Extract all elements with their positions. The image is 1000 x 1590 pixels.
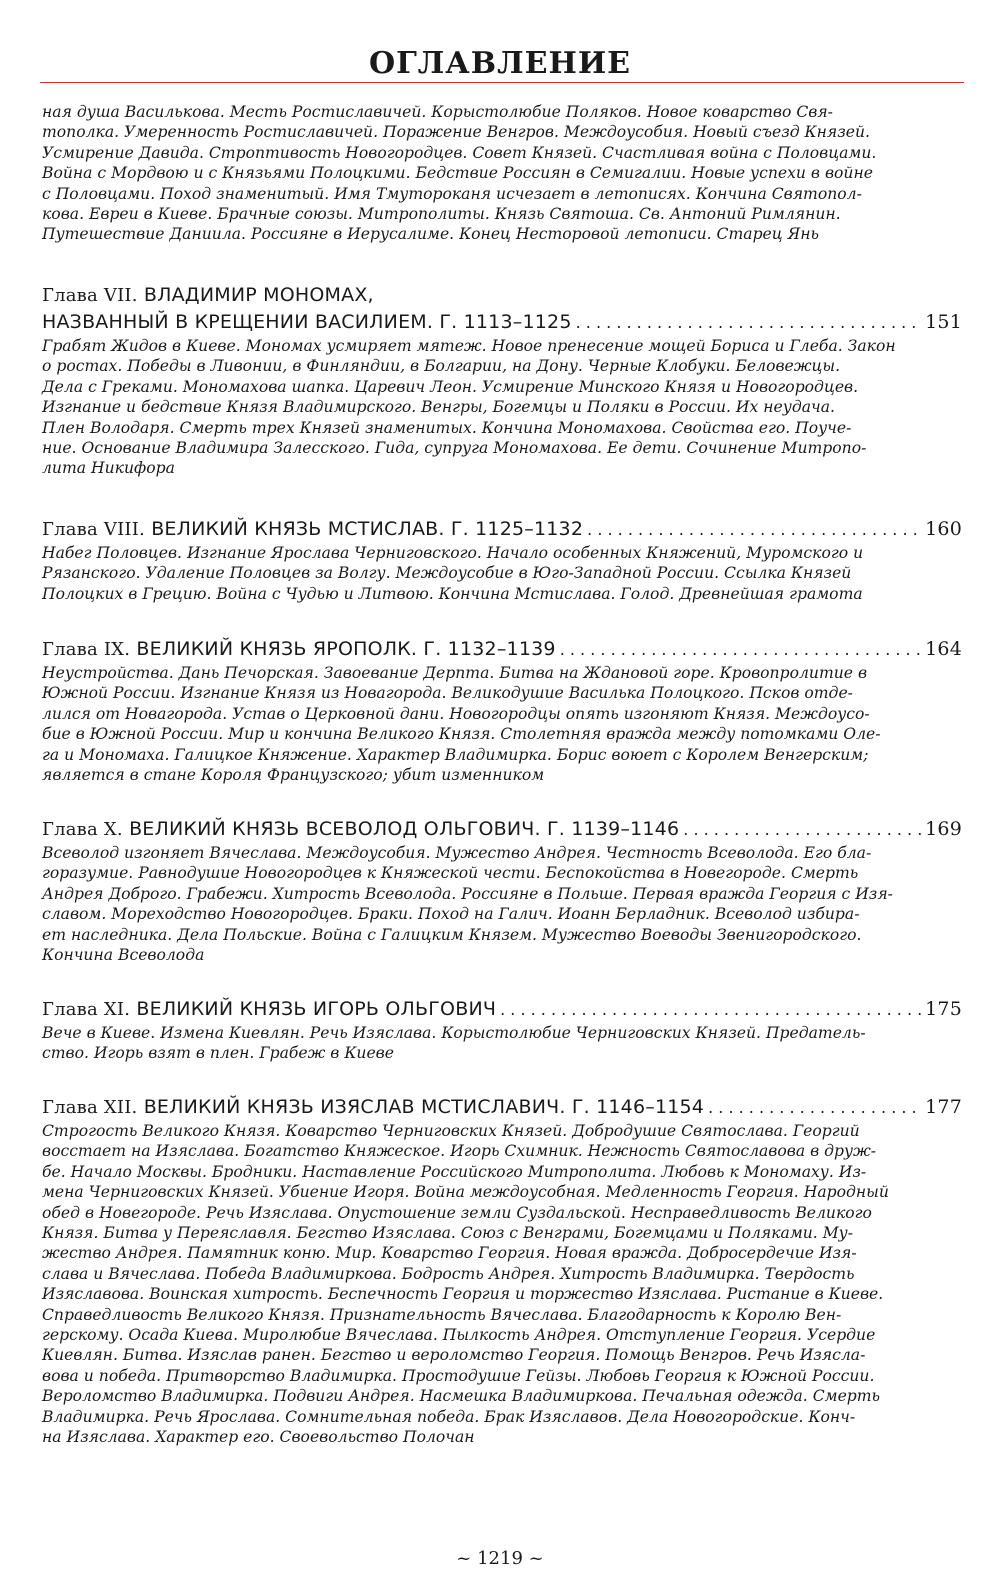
toc-entry-chapter-12[interactable] xyxy=(42,1094,962,1448)
chapter-summary: Вече в Киеве. Измена Киевлян. Речь Изяслава. Корыстолюбие Черниговских Князей. Предатель- ство. Игорь взят в плен. Грабеж в Киеве xyxy=(42,1024,866,1063)
chapter-title: ВЕЛИКИЙ КНЯЗЬ МСТИСЛАВ. Г. 1125–1132 xyxy=(151,518,584,540)
toc-entry-chapter-7[interactable] xyxy=(42,282,962,479)
chapter-page-number: 175 xyxy=(925,998,962,1020)
chapter-number: Глава XII. xyxy=(42,1097,138,1118)
leader-dots xyxy=(683,816,921,843)
chapter-number: Глава X. xyxy=(42,819,123,840)
chapter-number: Глава XI. xyxy=(42,999,131,1020)
chapter-number: Глава VIII. xyxy=(42,519,145,540)
chapter-title: ВЕЛИКИЙ КНЯЗЬ ИЗЯСЛАВ МСТИСЛАВИЧ. Г. 1146–1154 xyxy=(143,1096,705,1118)
chapter-heading xyxy=(42,996,962,1023)
chapter-heading xyxy=(42,636,962,663)
chapter-summary: Набег Половцев. Изгнание Ярослава Черниговского. Начало особенных Княжений, Муромского и Рязанского. Удаление Половцев за Волгу. Междоусобие в Юго-Западной России. Ссылка Князей Полоцких в Грецию. Война с Чудью и Литвою. Кончина Мстислава. Голод. Древнейшая грамота xyxy=(42,544,864,603)
chapter-title-line-1: ВЛАДИМИР МОНОМАХ, xyxy=(143,284,374,306)
chapter-heading xyxy=(42,516,962,543)
chapter-summary: Грабят Жидов в Киеве. Мономах усмиряет мятеж. Новое пренесение мощей Бориса и Глеба. Закон о ростах. Победы в Ливонии, в Финляндии, в Болгарии, на Дону. Черные Клобуки. Беловежцы. Дела с Греками. Мономахова шапка. Царевич Леон. Усмирение Минского Князя и Новогородцев. Изгнание и бедствие Князя Владимирского. Венгры, Богемцы и Поляки в России. Их неудача. Плен Володаря. Смерть трех Князей знаменитых. Кончина Мономахова. Свойства его. Поуче- ние. Основание Владимира Залесского. Гида, супруга Мономахова. Ее дети. Сочинение Митропо- лита Никифора xyxy=(42,337,896,478)
chapter-summary: Строгость Великого Князя. Коварство Черниговских Князей. Добродушие Святослава. Георгий восстает на Изяслава. Богатство Княжеское. Игорь Схимник. Нежность Святославова в друж- бе. Начало Москвы. Бродники. Наставление Российского Митрополита. Любовь к Мономаху. Из- мена Черниговских Князей. Убиение Игоря. Война междоусобная. Медленность Георгия. Народный обед в Новегороде. Речь Изяслава. Опустошение земли Суздальской. Несправедливость Великого Князя. Битва у Переяславля. Бегство Изяслава. Союз с Венграми, Богемцами и Поляками. Му- жество Андрея. Памятник коню. Мир. Коварство Георгия. Новая вражда. Добросердечие Изя- слава и Вячеслава. Победа Владимиркова. Бодрость Андрея. Хитрость Владимирка. Твердость Изяславова. Воинская хитрость. Беспечность Георгия и торжество Изяслава. Ристание в Киеве. Справедливость Великого Князя. Признательность Вячеслава. Благодарность к Королю Вен- герскому. Осада Киева. Миролюбие Вячеслава. Пылкость Андрея. Отступление Георгия. Усердие Киевлян. Битва. Изяслав ранен. Бегство и вероломство Георгия. Помощь Венгров. Речь Изясла- вова и победа. Притворство Владимирка. Простодушие Гейзы. Любовь Георгия к Южной России. Вероломство Владимирка. Подвиги Андрея. Насмешка Владимиркова. Печальная одежда. Смерть Владимирка. Речь Ярослава. Сомнительная победа. Брак Изяславов. Дела Новогородские. Конч- на Изяслава. Характер его. Своевольство Полочан xyxy=(42,1122,889,1447)
header-divider xyxy=(40,82,964,83)
leader-dots xyxy=(587,516,921,543)
toc-entry-chapter-9[interactable] xyxy=(42,636,962,785)
toc-entry-chapter-11[interactable] xyxy=(42,996,962,1064)
page-number: ~ 1219 ~ xyxy=(456,1548,544,1569)
chapter-number: Глава IX. xyxy=(42,639,131,660)
chapter-heading xyxy=(42,1094,962,1121)
chapter-title: ВЕЛИКИЙ КНЯЗЬ ИГОРЬ ОЛЬГОВИЧ xyxy=(136,998,497,1020)
toc-entry-chapter-10[interactable] xyxy=(42,816,962,965)
chapter-summary: Всеволод изгоняет Вячеслава. Междоусобия. Мужество Андрея. Честность Всеволода. Его бла- горазумие. Равнодушие Новогородцев к Княжеской чести. Беспокойства в Новегороде. Смерть Андрея Доброго. Грабежи. Хитрость Всеволода. Россияне в Польше. Первая вражда Георгия с Изя- славом. Мореходство Новогородцев. Браки. Поход на Галич. Иоанн Берладник. Всеволод избира- ет наследника. Дела Польские. Война с Галицким Князем. Мужество Воеводы Звенигородского. Кончина Всеволода xyxy=(42,844,893,965)
chapter-page-number: 151 xyxy=(925,311,962,333)
chapter-heading-line-1 xyxy=(42,282,962,309)
chapter-summary: Неустройства. Дань Печорская. Завоевание Дерпта. Битва на Ждановой горе. Кровопролитие в Южной России. Изгнание Князя из Новагорода. Великодушие Василька Полоцкого. Псков отде- лился от Новагорода. Устав о Церковной дани. Новогородцы опять изгоняют Князя. Междоусо- бие в Южной России. Мир и кончина Великого Князя. Столетняя вражда между потомками Оле- га и Мономаха. Галицкое Княжение. Характер Владимирка. Борис воюет с Королем Венгерским; является в стане Короля Французского; убит изменником xyxy=(42,664,881,785)
toc-entry-chapter-8[interactable] xyxy=(42,516,962,604)
chapter-page-number: 169 xyxy=(925,818,962,840)
chapter-number: Глава VII. xyxy=(42,285,138,306)
chapter-page-number: 177 xyxy=(925,1096,962,1118)
leader-dots xyxy=(500,996,921,1023)
chapter-page-number: 160 xyxy=(925,518,962,540)
chapter-title: НАЗВАННЫЙ В КРЕЩЕНИИ ВАСИЛИЕМ. Г. 1113–1125 xyxy=(42,311,572,333)
leader-dots xyxy=(560,636,921,663)
chapter-title: ВЕЛИКИЙ КНЯЗЬ ЯРОПОЛК. Г. 1132–1139 xyxy=(136,638,556,660)
chapter-heading xyxy=(42,309,962,336)
leader-dots xyxy=(576,309,922,336)
chapter-page-number: 164 xyxy=(925,638,962,660)
page-title: ОГЛАВЛЕНИЕ xyxy=(368,46,632,81)
chapter-title: ВЕЛИКИЙ КНЯЗЬ ВСЕВОЛОД ОЛЬГОВИЧ. Г. 1139–1146 xyxy=(129,818,680,840)
leader-dots xyxy=(708,1094,921,1121)
chapter-heading xyxy=(42,816,962,843)
continuation-text: ная душа Василькова. Месть Ростиславичей. Корыстолюбие Поляков. Новое коварство Свя- тополка. Умеренность Ростиславичей. Поражение Венгров. Междоусобия. Новый съезд Князей. Усмирение Давида. Строптивость Новогородцев. Совет Князей. Счастливая война с Половцами. Война с Мордвою и с Князьями Полоцкими. Бедствие Россиян в Семигалии. Новые успехи в войне с Половцами. Поход знаменитый. Имя Тмутороканя исчезает в летописях. Кончина Святопол- кова. Евреи в Киеве. Брачные союзы. Митрополиты. Князь Святоша. Св. Антоний Римлянин. Путешествие Даниила. Россияне в Иерусалиме. Конец Несторовой летописи. Старец Янь xyxy=(42,103,877,244)
